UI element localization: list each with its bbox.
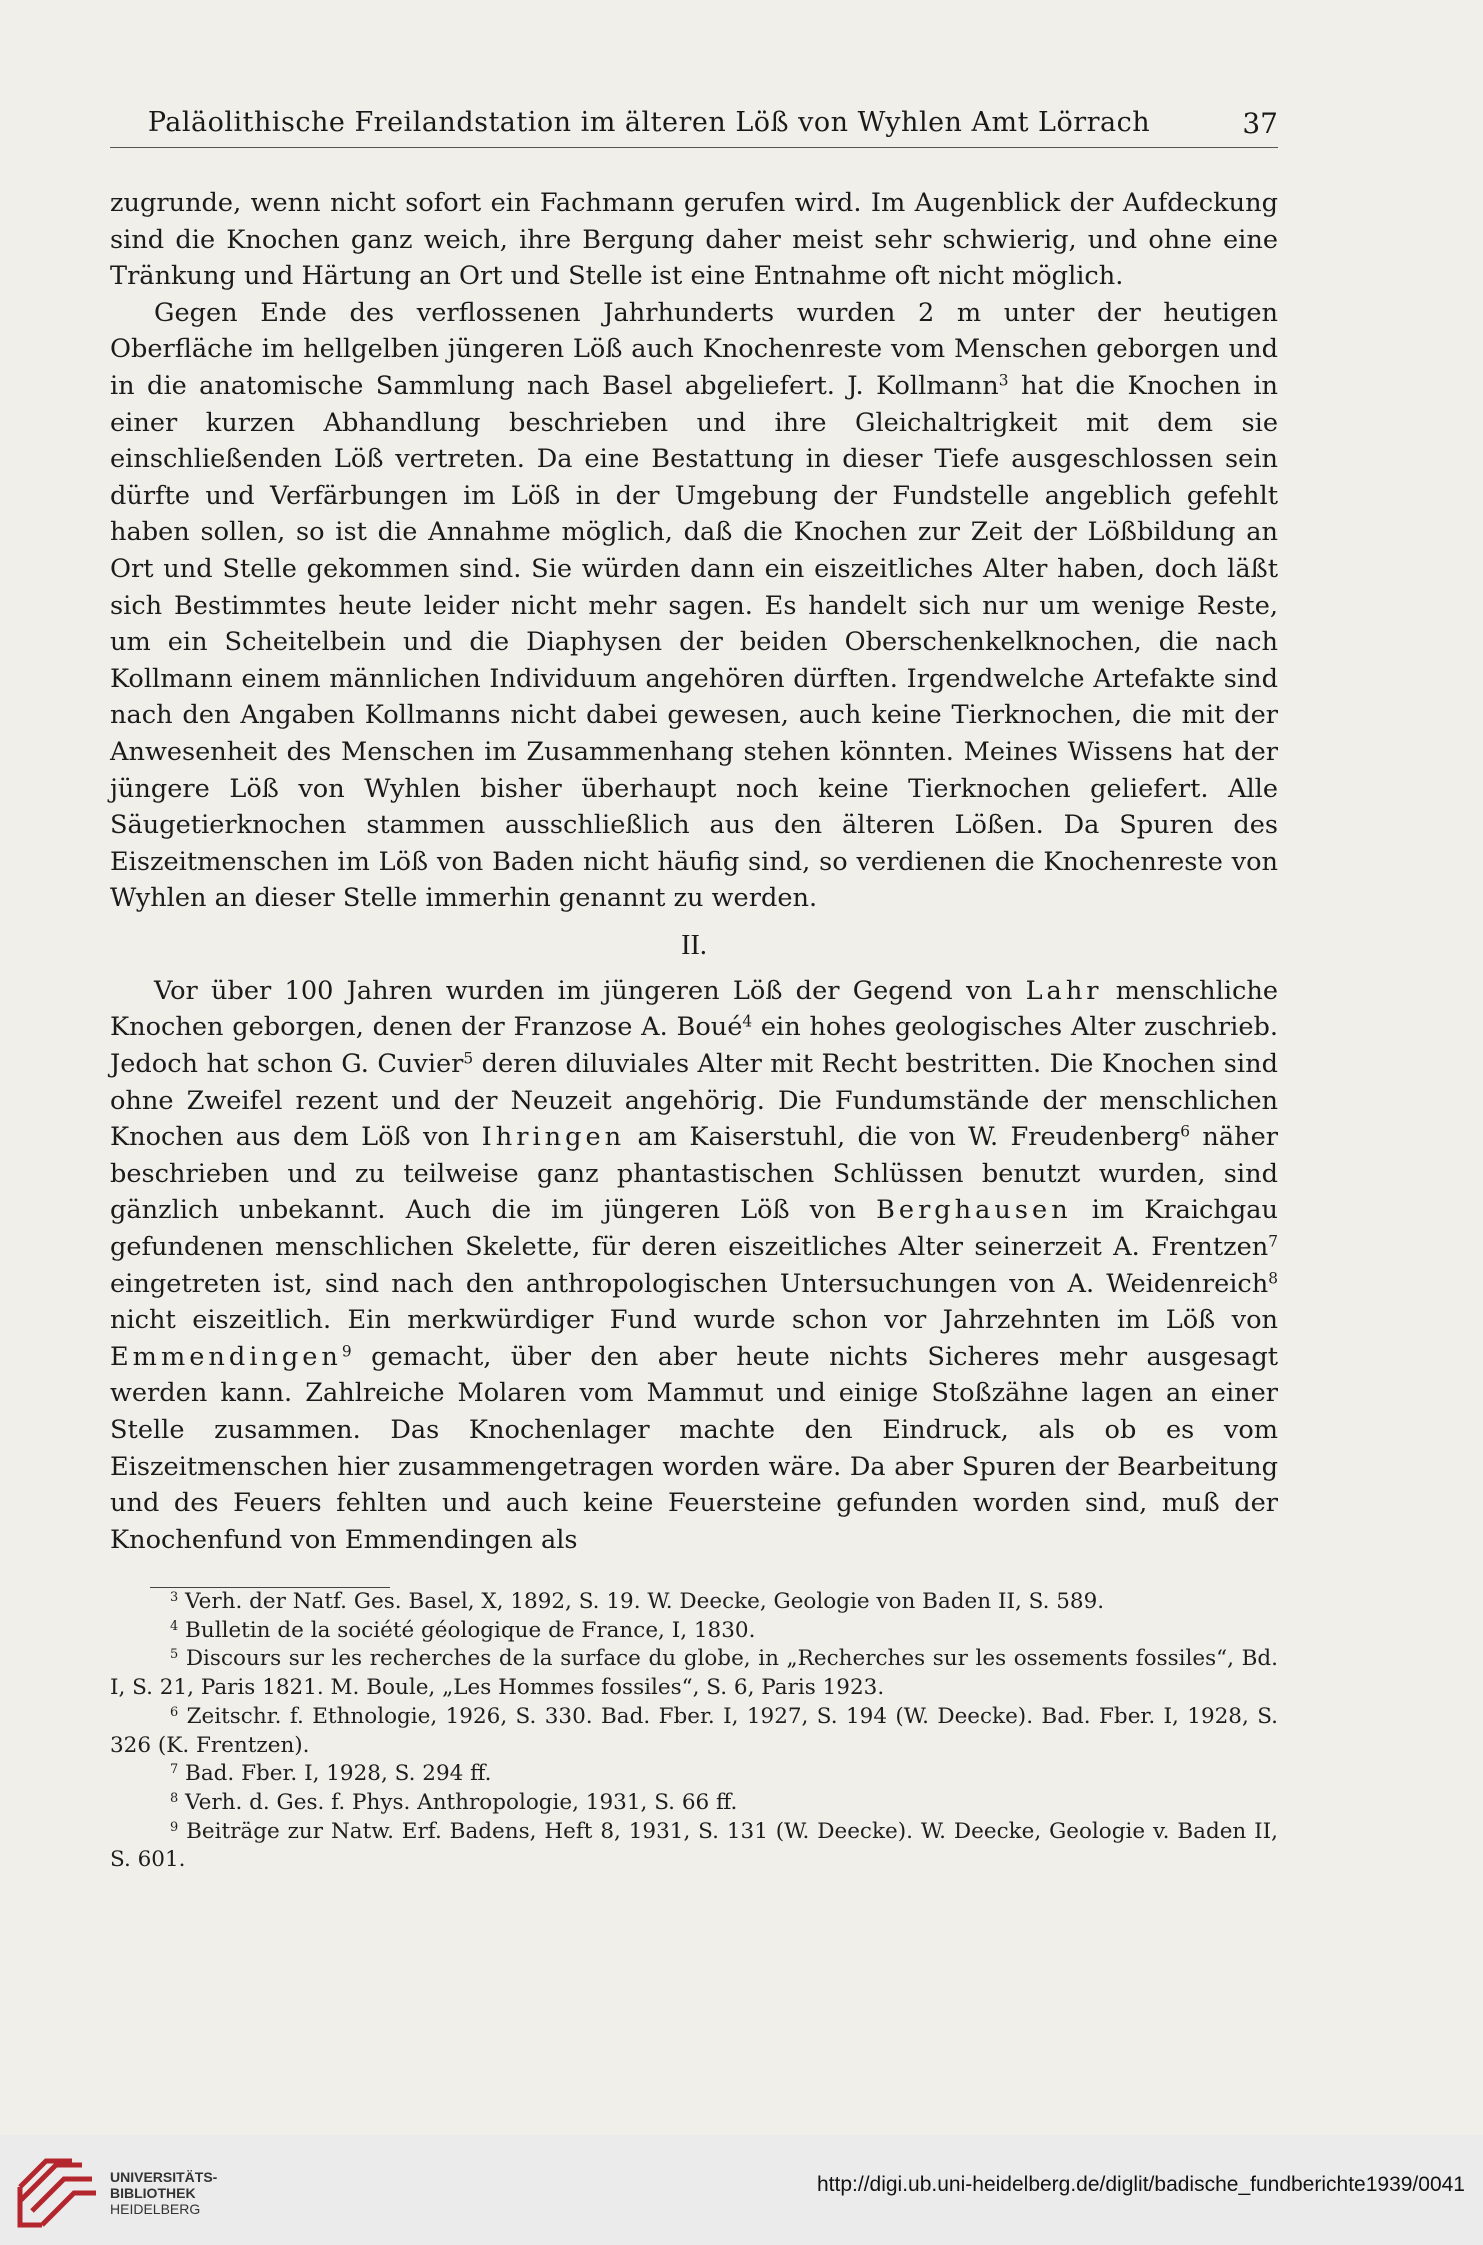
footnote-text: Verh. d. Ges. f. Phys. Anthropologie, 1931, S. 66 ff. <box>185 1789 738 1815</box>
library-name-line-2: BIBLIOTHEK <box>110 2185 196 2201</box>
footnote <box>110 1703 1278 1760</box>
footnote-ref-8: 8 <box>1268 1269 1278 1288</box>
footnote <box>110 1588 1278 1617</box>
footnotes <box>110 1588 1278 1875</box>
place-emmendingen: Emmendingen <box>110 1341 342 1372</box>
footnote-number: 3 <box>170 1589 179 1605</box>
running-title: Paläolithische Freilandstation im älteren Löß von Wyhlen Amt Lörrach <box>147 107 1151 138</box>
paragraph-3-text-i: nicht eiszeitlich. Ein merkwürdiger Fund wurde schon vor Jahrzehnten im Löß von <box>110 1305 1278 1336</box>
footnote-text: Beiträge zur Natw. Erf. Badens, Heft 8, 1931, S. 131 (W. Deecke). W. Deecke, Geologie v. Baden II, S. 601. <box>110 1818 1278 1873</box>
footnote-number: 5 <box>170 1647 179 1663</box>
footnote <box>110 1818 1278 1875</box>
footnote-number: 8 <box>170 1790 179 1806</box>
page-number: 37 <box>1242 107 1278 140</box>
footnote-text: Discours sur les recherches de la surface du globe, in „Recherches sur les ossements fossiles“, Bd. I, S. 21, Paris 1821. M. Boule, „Les Hommes fossiles“, S. 6, Paris 1923. <box>110 1646 1278 1701</box>
body-text <box>110 185 1278 1558</box>
footnote-ref-3: 3 <box>998 371 1009 390</box>
footnote-number: 6 <box>170 1704 179 1720</box>
footnote-text: Zeitschr. f. Ethnologie, 1926, S. 330. Bad. Fber. I, 1927, S. 194 (W. Deecke). Bad. Fber. I, 1928, S. 326 (K. Frentzen). <box>110 1703 1278 1758</box>
paragraph-2-text-a: Gegen Ende des verflossenen Jahrhunderts wurden 2 m unter der heutigen Oberfläche im hellgelben jüngeren Löß auch Knochenreste vom Menschen geborgen und in die anatomische Sammlung nach Basel abgeliefert. J. Kollmann <box>110 297 1278 401</box>
paragraph-3-text-h: eingetreten ist, sind nach den anthropologischen Untersuchungen von A. Weidenreich <box>110 1268 1269 1299</box>
library-footer-bar <box>0 2135 1483 2245</box>
footnote-text: Bad. Fber. I, 1928, S. 294 ff. <box>185 1761 492 1787</box>
footnote <box>110 1617 1278 1646</box>
footnote-number: 9 <box>170 1819 179 1835</box>
place-ihringen: Ihringen <box>481 1122 626 1153</box>
footnote-ref-6: 6 <box>1180 1122 1191 1141</box>
university-library-logo-icon <box>12 2149 102 2233</box>
footnote-ref-7: 7 <box>1268 1232 1278 1251</box>
footnote-text: Verh. der Natf. Ges. Basel, X, 1892, S. 19. W. Deecke, Geologie von Baden II, S. 589. <box>185 1589 1105 1614</box>
paragraph-3-text-a: Vor über 100 Jahren wurden im jüngeren Löß der Gegend von <box>154 975 1026 1006</box>
paragraph-1: zugrunde, wenn nicht sofort ein Fachmann gerufen wird. Im Augenblick der Aufdeckung sind die Knochen ganz weich, ihre Bergung daher meist sehr schwierig, und ohne eine Tränkung und Härtung an Ort und Stelle ist eine Entnahme oft nicht möglich. <box>110 188 1278 292</box>
paragraph-2 <box>110 295 1278 917</box>
footnote <box>110 1645 1278 1702</box>
paragraph-3-text-d: deren diluviales Alter mit Recht bestritten. Die Knochen sind ohne Zweifel rezent und der Neuzeit angehörig. Die Fundumstände der menschlichen Knochen aus dem Löß von <box>110 1049 1278 1153</box>
library-name-line-1: UNIVERSITÄTS- <box>110 2169 218 2185</box>
paragraph-3-text-b: menschliche Knochen geborgen, denen der Franzose A. Boué <box>110 975 1278 1043</box>
footnote-ref-9: 9 <box>341 1342 352 1361</box>
section-heading: II. <box>681 929 707 961</box>
paragraph-3-text-j: gemacht, über den aber heute nichts Sicheres mehr ausgesagt werden kann. Zahlreiche Molaren vom Mammut und einige Stoßzähne lagen an einer Stelle zusammen. Das Knochenlager machte den Eindruck, als ob es vom Eiszeitmenschen hier zusammengetragen worden wäre. Da aber Spuren der Bearbeitung und des Feuers fehlten und auch keine Feuersteine gefunden worden sind, muß der Knochenfund von Emmendingen als <box>110 1341 1278 1555</box>
place-berghausen: Berghausen <box>876 1195 1072 1226</box>
footnote-number: 4 <box>170 1618 179 1634</box>
library-name-line-3: HEIDELBERG <box>110 2201 201 2217</box>
paragraph-3-text-f: näher beschrieben und zu teilweise ganz phantastischen Schlüssen benutzt wurden, sind gänzlich unbekannt. Auch die im jüngeren Löß von <box>110 1122 1278 1226</box>
paragraph-3-text-g: im Kraichgau gefundenen menschlichen Skelette, für deren eiszeitliches Alter seinerzeit A. Frentzen <box>110 1195 1279 1263</box>
source-url[interactable]: http://digi.ub.uni-heidelberg.de/diglit/badische_fundberichte1939/0041 <box>817 2173 1465 2196</box>
footnote-text: Bulletin de la société géologique de France, I, 1830. <box>185 1617 756 1643</box>
place-lahr: Lahr <box>1025 975 1103 1006</box>
library-name <box>110 2169 217 2217</box>
footnote-ref-5: 5 <box>463 1049 474 1068</box>
footnote-number: 7 <box>170 1762 179 1778</box>
footnote-ref-4: 4 <box>742 1013 753 1032</box>
paragraph-2-text-b: hat die Knochen in einer kurzen Abhandlung beschrieben und ihre Gleichaltrigkeit mit dem sie einschließenden Löß vertreten. Da eine Bestattung in dieser Tiefe ausgeschlossen sein dürfte und Verfärbungen im Löß in der Umgebung der Fundstelle angeblich gefehlt haben sollen, so ist die Annahme möglich, daß die Knochen zur Zeit der Lößbildung an Ort und Stelle gekommen sind. Sie würden dann ein eiszeitliches Alter haben, doch läßt sich Bestimmtes heute leider nicht mehr sagen. Es handelt sich nur um wenige Reste, um ein Scheitelbein und die Diaphysen der beiden Oberschenkelknochen, die nach Kollmann einem männlichen Individuum angehören dürften. Irgendwelche Artefakte sind nach den Angaben Kollmanns nicht dabei gewesen, auch keine Tierknochen, die mit der Anwesenheit des Menschen im Zusammenhang stehen könnten. Meines Wissens hat der jüngere Löß von Wyhlen bisher überhaupt noch keine Tierknochen geliefert. Alle Säugetierknochen stammen ausschließlich aus den älteren Lößen. Da Spuren des Eiszeitmenschen im Löß von Baden nicht häufig sind, so verdienen die Knochenreste von Wyhlen an dieser Stelle immerhin genannt zu werden. <box>110 370 1278 914</box>
paragraph-3-text-e: am Kaiserstuhl, die von W. Freudenberg <box>625 1122 1181 1153</box>
footnote <box>110 1789 1278 1818</box>
footnote <box>110 1760 1278 1789</box>
running-header <box>110 107 1278 148</box>
paragraph-3 <box>110 973 1278 1559</box>
paragraph-3-text-c: ein hohes geologisches Alter zuschrieb. Jedoch hat schon G. Cuvier <box>110 1012 1278 1080</box>
